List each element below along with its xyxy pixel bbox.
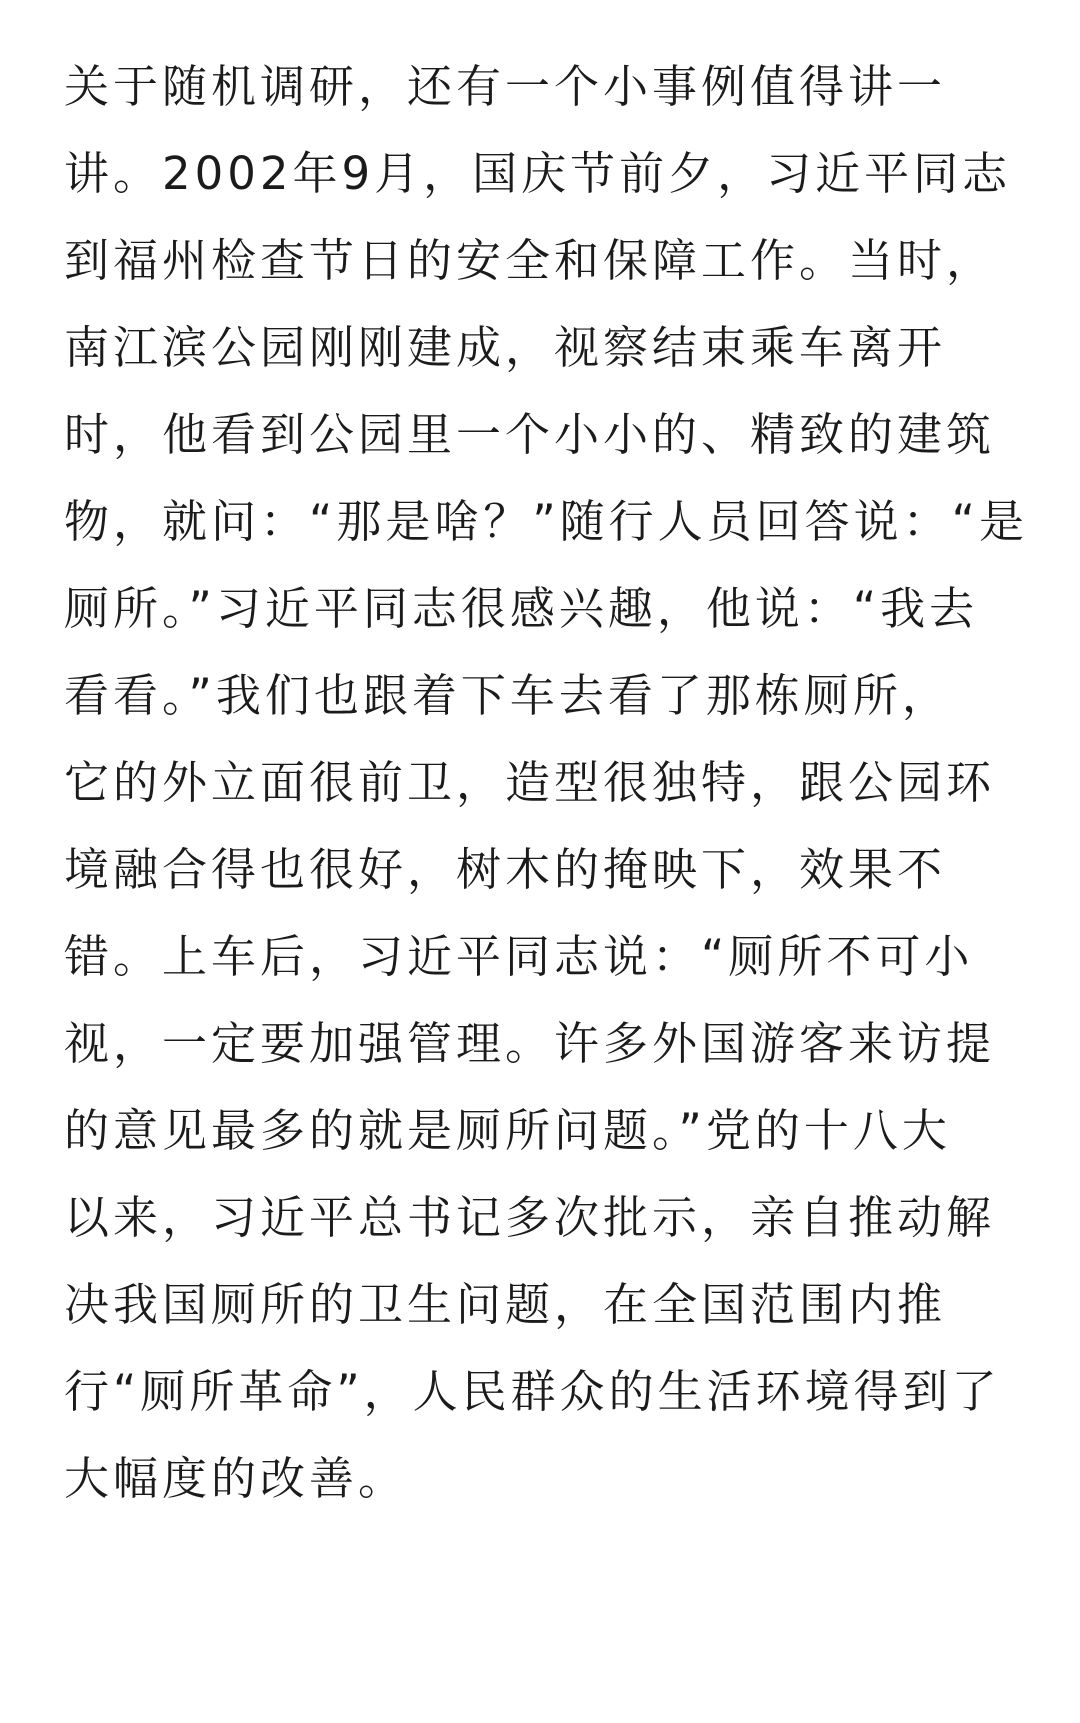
- text-line-2: 讲。2002年9月，国庆节前夕，习近平同志: [64, 147, 1012, 200]
- text-line-16: 行“厕所革命”，人民群众的生活环境得到了: [64, 1365, 1001, 1418]
- text-line-3: 到福州检查节日的安全和保障工作。当时，: [64, 234, 996, 287]
- text-line-10: 境融合得也很好，树木的掩映下，效果不: [64, 843, 947, 896]
- text-line-13: 的意见最多的就是厕所问题。”党的十八大: [64, 1104, 951, 1157]
- text-line-8: 看看。”我们也跟着下车去看了那栋厕所，: [64, 669, 951, 722]
- text-line-4: 南江滨公园刚刚建成，视察结束乘车离开: [64, 321, 947, 374]
- text-line-1: 关于随机调研，还有一个小事例值得讲一: [64, 60, 947, 113]
- text-line-6: 物，就问：“那是啥？”随行人员回答说：“是: [64, 495, 1028, 548]
- text-line-14: 以来，习近平总书记多次批示，亲自推动解: [64, 1191, 996, 1244]
- text-line-12: 视，一定要加强管理。许多外国游客来访提: [64, 1017, 996, 1070]
- text-line-7: 厕所。”习近平同志很感兴趣，他说：“我去: [64, 582, 979, 635]
- text-line-5: 时，他看到公园里一个小小的、精致的建筑: [64, 408, 996, 461]
- text-line-9: 它的外立面很前卫，造型很独特，跟公园环: [64, 756, 996, 809]
- text-line-17: 大幅度的改善。: [64, 1452, 408, 1505]
- text-line-15: 决我国厕所的卫生问题，在全国范围内推: [64, 1278, 947, 1331]
- text-line-11: 错。上车后，习近平同志说：“厕所不可小: [64, 930, 974, 983]
